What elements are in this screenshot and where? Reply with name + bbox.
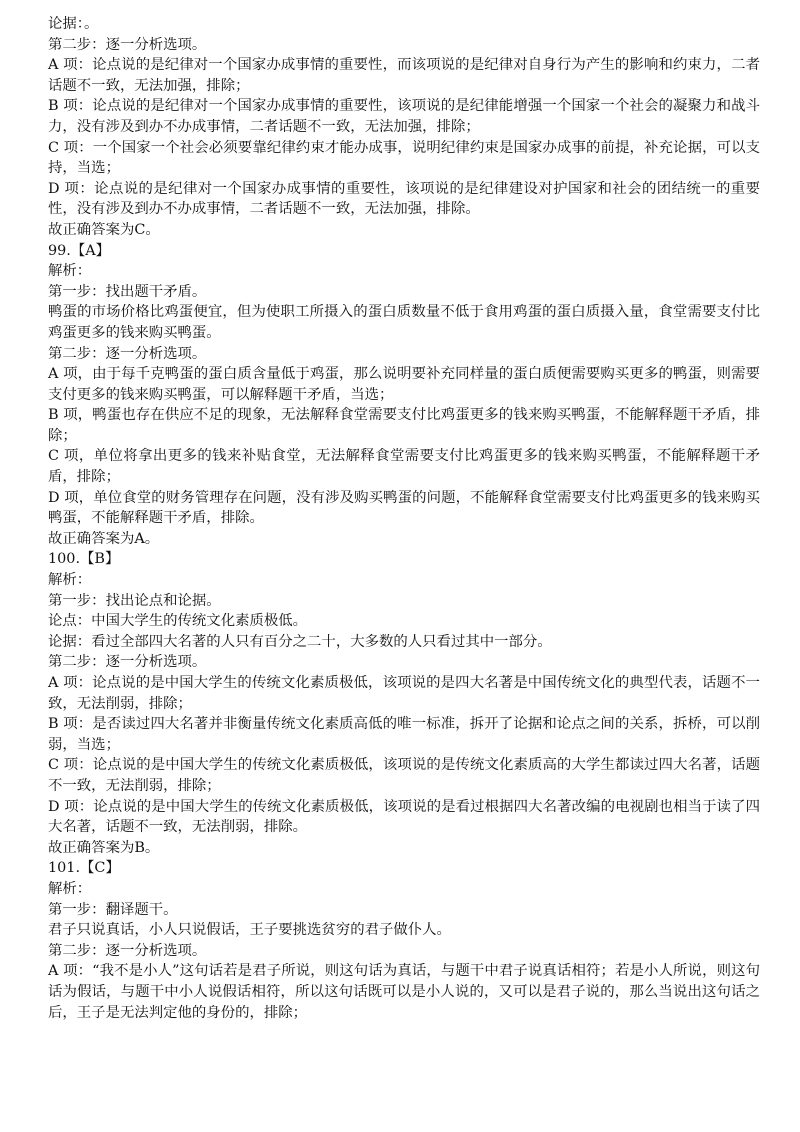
evidence-text: 论据：看过全部四大名著的人只有百分之二十，大多数的人只看过其中一部分。 — [48, 633, 552, 650]
option-a-analysis: A 项：论点说的是中国大学生的传统文化素质极低，该项说的是四大名著是中国传统文化的典型代表，话题不一致，无法削弱，排除； — [48, 675, 760, 712]
option-b-analysis: B 项：是否读过四大名著并非衡量传统文化素质高低的唯一标准，拆开了论据和论点之间的关系，拆桥，可以削弱，当选； — [48, 716, 760, 753]
answer-line: 故正确答案为C。 — [48, 221, 160, 238]
premise-text: 鸭蛋的市场价格比鸡蛋便宜，但为使职工所摄入的蛋白质数量不低于食用鸡蛋的蛋白质摄入量，食堂需要支付比鸡蛋更多的钱来购买鸭蛋。 — [48, 304, 760, 341]
question-number: 101.【C】 — [48, 860, 120, 877]
document-page — [48, 14, 760, 1023]
step-heading: 第一步：找出题干矛盾。 — [48, 283, 207, 300]
option-a-analysis: A 项，由于每千克鸭蛋的蛋白质含量低于鸡蛋，那么说明要补充同样量的蛋白质便需要购买更多的鸭蛋，则需要支付更多的钱来购买鸭蛋，可以解释题干矛盾，当选； — [48, 366, 760, 403]
option-a-analysis: A 项：论点说的是纪律对一个国家办成事情的重要性，而该项说的是纪律对自身行为产生的影响和约束力，二者话题不一致，无法加强，排除； — [48, 57, 760, 94]
step-heading: 第二步：逐一分析选项。 — [48, 345, 207, 362]
analysis-label: 解析： — [48, 263, 92, 280]
option-c-analysis: C 项：论点说的是中国大学生的传统文化素质极低，该项说的是传统文化素质高的大学生都读过四大名著，话题不一致，无法削弱，排除； — [48, 757, 760, 794]
answer-line: 故正确答案为B。 — [48, 839, 160, 856]
option-d-analysis: D 项，单位食堂的财务管理存在问题，没有涉及购买鸭蛋的问题，不能解释食堂需要支付比鸡蛋更多的钱来购买鸭蛋，不能解释题干矛盾，排除。 — [48, 489, 760, 527]
option-b-analysis: B 项，鸭蛋也存在供应不足的现象，无法解释食堂需要支付比鸡蛋更多的钱来购买鸭蛋，不能解释题干矛盾，排除； — [48, 407, 760, 444]
step-heading: 第一步：找出论点和论据。 — [48, 592, 221, 609]
question-number: 99.【A】 — [48, 242, 111, 259]
claim-text: 论点：中国大学生的传统文化素质极低。 — [48, 613, 308, 630]
step-heading: 第二步：逐一分析选项。 — [48, 36, 207, 53]
text-line: 论据：。 — [48, 16, 99, 32]
question-number: 100.【B】 — [48, 551, 120, 568]
step-heading: 第一步：翻译题干。 — [48, 901, 178, 918]
answer-line: 故正确答案为A。 — [48, 530, 160, 547]
premise-text: 君子只说真话，小人只说假话，王子要挑选贫穷的君子做仆人。 — [48, 922, 451, 939]
analysis-label: 解析： — [48, 880, 92, 897]
option-c-analysis: C 项：一个国家一个社会必须要靠纪律约束才能办成事，说明纪律约束是国家办成事的前提，补充论据，可以支持，当选； — [48, 139, 760, 177]
option-c-analysis: C 项，单位将拿出更多的钱来补贴食堂，无法解释食堂需要支付比鸡蛋更多的钱来购买鸭蛋，不能解释题干矛盾，排除； — [48, 448, 760, 486]
step-heading: 第二步：逐一分析选项。 — [48, 654, 207, 671]
option-b-analysis: B 项：论点说的是纪律对一个国家办成事情的重要性，该项说的是纪律能增强一个国家一个社会的凝聚力和战斗力，没有涉及到办不办成事情，二者话题不一致，无法加强，排除； — [48, 98, 760, 135]
analysis-label: 解析： — [48, 572, 92, 589]
option-a-analysis: A 项：“我不是小人”这句话若是君子所说，则这句话为真话，与题干中君子说真话相符；若是小人所说，则这句话为假话，与题干中小人说假话相符，所以这句话既可以是小人说的，又可以是君子说的，那么当说出这句话之后，王子是无法判定他的身份的，排除； — [48, 963, 760, 1021]
option-d-analysis: D 项：论点说的是纪律对一个国家办成事情的重要性，该项说的是纪律建设对护国家和社会的团结统一的重要性，没有涉及到办不办成事情，二者话题不一致，无法加强，排除。 — [48, 180, 760, 218]
step-heading: 第二步：逐一分析选项。 — [48, 942, 207, 959]
option-d-analysis: D 项：论点说的是中国大学生的传统文化素质极低，该项说的是看过根据四大名著改编的电视剧也相当于读了四大名著，话题不一致，无法削弱，排除。 — [48, 798, 760, 836]
